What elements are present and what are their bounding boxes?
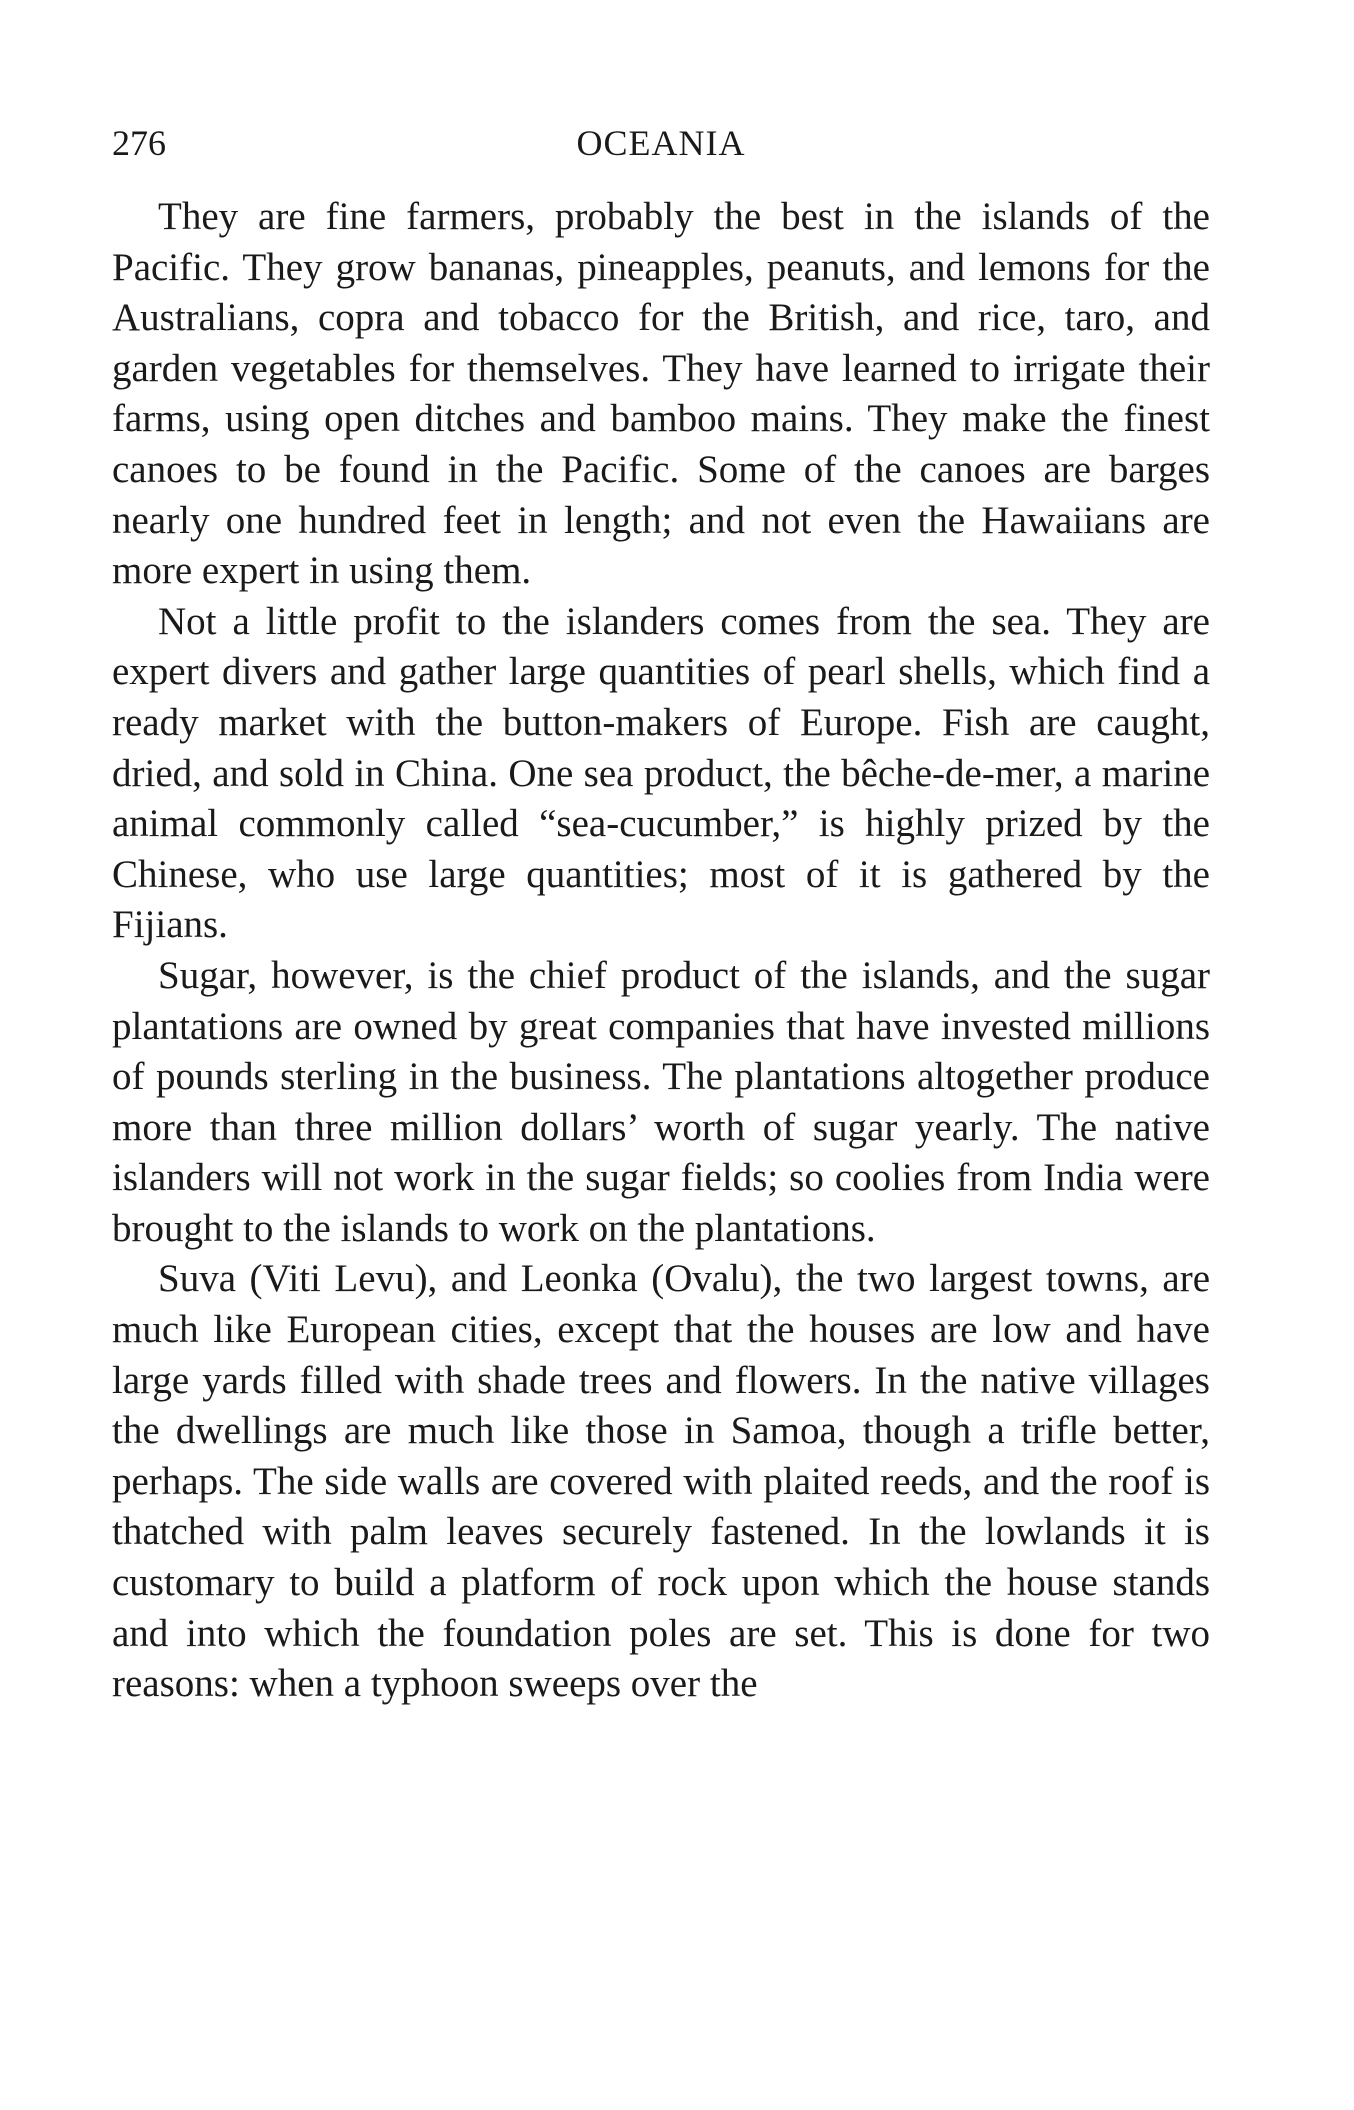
body-text (112, 192, 1210, 1710)
running-title: OCEANIA (576, 123, 746, 163)
paragraph-towns: Suva (Viti Levu), and Leonka (Ovalu), the two largest towns, are much like European cities, except that the houses are low and have large yards filled with shade trees and flowers. In the native villages the dwellings are much like those in Samoa, though a trifle better, perhaps. The side walls are covered with plaited reeds, and the roof is thatched with palm leaves securely fastened. In the lowlands it is customary to build a platform of rock upon which the house stands and into which the foundation poles are set. This is done for two reasons: when a typhoon sweeps over the (112, 1257, 1210, 1706)
paragraph-sea-products: Not a little profit to the islanders comes from the sea. They are expert divers and gather large quantities of pearl shells, which find a ready market with the button-makers of Europe. Fish are caught, dried, and sold in China. One sea product, the bêche-de-mer, a marine animal commonly called “sea-cucumber,” is highly prized by the Chinese, who use large quantities; most of it is gathered by the Fijians. (112, 599, 1210, 947)
paragraph-sugar: Sugar, however, is the chief product of the islands, and the sugar plantations are owned by great companies that have invested millions of pounds sterling in the business. The plantations altogether produce more than three million dollars’ worth of sugar yearly. The native islanders will not work in the sugar fields; so coolies from India were brought to the islands to work on the plantations. (112, 953, 1210, 1250)
page-header (112, 118, 1210, 168)
page-number: 276 (112, 123, 166, 163)
paragraph-farming: They are fine farmers, probably the best in the islands of the Pacific. They grow bananas, pineapples, peanuts, and lemons for the Australians, copra and tobacco for the British, and rice, taro, and garden vegetables for themselves. They have learned to irrigate their farms, using open ditches and bamboo mains. They make the finest canoes to be found in the Pacific. Some of the canoes are barges nearly one hundred feet in length; and not even the Hawaiians are more expert in using them. (112, 195, 1210, 593)
